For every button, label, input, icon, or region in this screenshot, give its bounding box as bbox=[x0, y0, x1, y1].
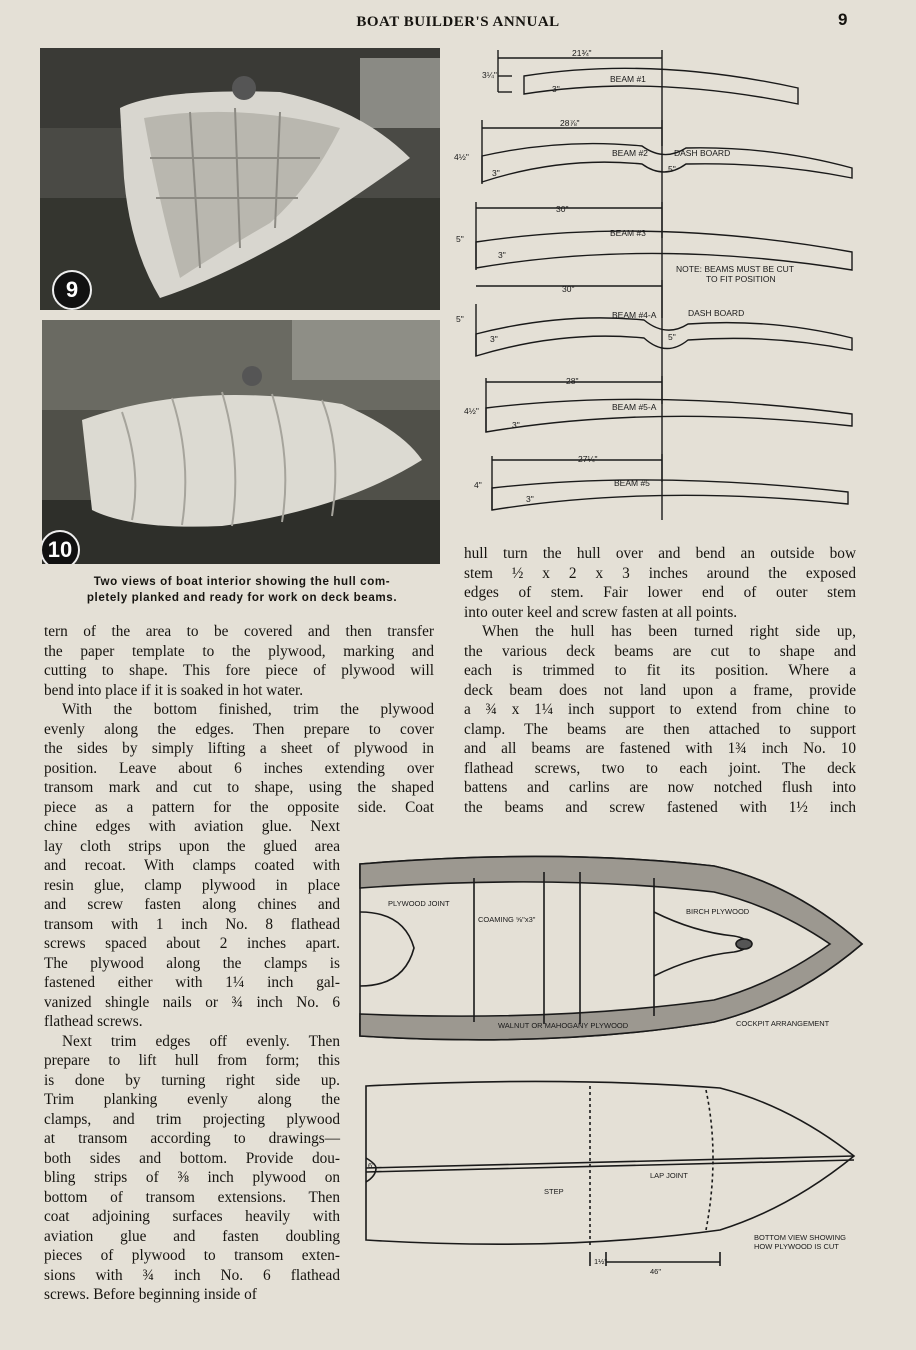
page-number: 9 bbox=[838, 10, 848, 29]
beam-end-label: 3" bbox=[512, 420, 520, 430]
text-line: piece as a pattern for the opposite side. Coat bbox=[44, 798, 434, 816]
text-line: is done by turning right side up. bbox=[44, 1071, 340, 1089]
beam-note-line: TO FIT POSITION bbox=[706, 274, 776, 284]
text-line: transom mark and cut to shape, using the shaped bbox=[44, 779, 434, 796]
text-line: the beams and screw fastened with 1½ inch bbox=[464, 798, 856, 816]
text-line: screws spaced about 2 inches apart. bbox=[44, 935, 340, 952]
dash-board-label: DASH BOARD bbox=[674, 148, 731, 158]
beam-height-label: 4½" bbox=[464, 406, 479, 416]
text-line: position. Leave about 6 inches extending over bbox=[44, 759, 434, 777]
beam-end-label: 3" bbox=[490, 334, 498, 344]
text-line: deck beam does not land upon a frame, provide bbox=[464, 681, 856, 699]
beam-height-label: 5" bbox=[456, 234, 464, 244]
beam-width-label: 28⅞" bbox=[560, 118, 580, 128]
photo-hull-planked-10 bbox=[42, 320, 440, 564]
text-line: clamps, and trim projecting plywood bbox=[44, 1110, 340, 1128]
text-line: bend into place if it is soaked in hot water. bbox=[44, 681, 304, 699]
text-line: The plywood along the clamps is bbox=[44, 954, 340, 972]
text-line: the various deck beams are cut to shape and bbox=[464, 642, 856, 660]
transom-width-label: 6" bbox=[368, 1161, 375, 1170]
dash-depth-label: 5" bbox=[668, 332, 676, 342]
text-line: When the hull has been turned right side up, bbox=[482, 623, 856, 640]
running-head: BOAT BUILDER'S ANNUAL bbox=[356, 14, 560, 30]
text-line: flathead screws, two to each joint. The deck bbox=[464, 759, 856, 777]
paragraph bbox=[464, 544, 856, 622]
text-line: flathead screws. bbox=[44, 1013, 143, 1030]
photo-hull-interior-9 bbox=[40, 48, 440, 310]
dimension-label: 1½" bbox=[594, 1257, 608, 1266]
text-line: and recoat. With clamps coated with bbox=[44, 857, 340, 874]
text-line: battens and carlins are now notched flush into bbox=[464, 779, 856, 796]
beam-end-label: 3" bbox=[526, 494, 534, 504]
text-line: each is trimmed to fit its position. Where a bbox=[464, 662, 856, 679]
text-line: Trim planking evenly along the bbox=[44, 1091, 340, 1108]
text-line: the sides by simply lifting a sheet of plywood in bbox=[44, 740, 434, 757]
bottom-view-title: BOTTOM VIEW SHOWING bbox=[754, 1233, 846, 1242]
beam-height-label: 3¼" bbox=[482, 70, 497, 80]
text-line: stem ½ x 2 x 3 inches around the exposed bbox=[464, 564, 856, 582]
beam-height-label: 4½" bbox=[454, 152, 469, 162]
text-line: and all beams are fastened with 1¾ inch No. 10 bbox=[464, 740, 856, 757]
text-line: edges of stem. Fair lower end of outer stem bbox=[464, 584, 856, 601]
caption-line: pletely planked and ready for work on deck beams. bbox=[86, 591, 398, 604]
text-line: fastened either with 1¼ inch gal- bbox=[44, 974, 340, 991]
cockpit-arrangement-title: COCKPIT ARRANGEMENT bbox=[736, 1019, 830, 1028]
right-text-column bbox=[464, 544, 856, 817]
beam-height-label: 4" bbox=[474, 480, 482, 490]
text-line: tern of the area to be covered and then transfer bbox=[44, 623, 434, 640]
photo-number-badge: 9 bbox=[52, 270, 92, 310]
cockpit-arrangement-diagram bbox=[354, 852, 874, 1048]
beam-label: BEAM #4-A bbox=[612, 310, 657, 320]
dimension-label: 46" bbox=[650, 1267, 662, 1276]
beam-width-label: 28" bbox=[566, 376, 579, 386]
left-text-column bbox=[44, 622, 434, 700]
beam-label: BEAM #3 bbox=[610, 228, 646, 238]
birch-plywood-label: BIRCH PLYWOOD bbox=[686, 907, 750, 916]
text-line: clamp. The beams are then attached to support bbox=[464, 720, 856, 738]
beam-note-line: NOTE: BEAMS MUST BE CUT bbox=[676, 264, 794, 274]
paragraph bbox=[44, 1032, 340, 1305]
deck-beams-diagram bbox=[452, 42, 872, 520]
beam-label: BEAM #5 bbox=[614, 478, 650, 488]
beam-end-label: 3" bbox=[552, 84, 560, 94]
text-line: hull turn the hull over and bend an outside bow bbox=[464, 545, 856, 562]
text-line: Next trim edges off evenly. Then bbox=[62, 1032, 340, 1050]
text-line: into outer keel and screw fasten at all points. bbox=[464, 603, 738, 621]
caption-line: Two views of boat interior showing the hull com- bbox=[93, 575, 391, 588]
beam-width-label: 27¼" bbox=[578, 454, 598, 464]
beam-label: BEAM #2 bbox=[612, 148, 648, 158]
left-text-column-cont bbox=[44, 700, 434, 817]
text-line: and screw fasten along chines and bbox=[44, 896, 340, 913]
dash-board-label: DASH BOARD bbox=[688, 308, 745, 318]
lap-joint-label: LAP JOINT bbox=[650, 1171, 688, 1180]
text-line: both sides and bottom. Provide dou- bbox=[44, 1149, 340, 1167]
text-line: evenly along the edges. Then prepare to cover bbox=[44, 720, 434, 738]
paragraph bbox=[44, 817, 340, 1032]
paragraph bbox=[44, 622, 434, 700]
beam-end-label: 3" bbox=[492, 168, 500, 178]
photo-number-badge: 10 bbox=[42, 530, 80, 564]
beam-height-label: 5" bbox=[456, 314, 464, 324]
text-line: sions with ¾ inch No. 6 flathead bbox=[44, 1266, 340, 1284]
text-line: lay cloth strips upon the glued area bbox=[44, 837, 340, 855]
text-line: cutting to shape. This fore piece of plywood will bbox=[44, 662, 434, 679]
walnut-plywood-label: WALNUT OR MAHOGANY PLYWOOD bbox=[498, 1021, 629, 1030]
paragraph bbox=[464, 622, 856, 817]
beam-width-label: 30" bbox=[556, 204, 569, 214]
text-line: bottom of transom extensions. Then bbox=[44, 1188, 340, 1206]
text-line: aviation glue and fasten doubling bbox=[44, 1227, 340, 1245]
text-line: pieces of plywood to transom exten- bbox=[44, 1247, 340, 1264]
plywood-joint-label: PLYWOOD JOINT bbox=[388, 899, 450, 908]
text-line: With the bottom finished, trim the plywood bbox=[62, 701, 434, 718]
text-line: a ¾ x 1¼ inch support to extend from chine to bbox=[464, 701, 856, 718]
bottom-view-title: HOW PLYWOOD IS CUT bbox=[754, 1242, 839, 1251]
text-line: vanized shingle nails or ¾ inch No. 6 bbox=[44, 993, 340, 1011]
paragraph bbox=[44, 700, 434, 817]
beam-label: BEAM #1 bbox=[610, 74, 646, 84]
beam-label: BEAM #5-A bbox=[612, 402, 657, 412]
beam-width-label: 21¾" bbox=[572, 48, 592, 58]
beam-width-label: 30" bbox=[562, 284, 575, 294]
text-line: resin glue, clamp plywood in place bbox=[44, 876, 340, 894]
text-line: prepare to lift hull from form; this bbox=[44, 1052, 340, 1069]
beam-end-label: 3" bbox=[498, 250, 506, 260]
bottom-view-diagram bbox=[360, 1076, 880, 1276]
step-label: STEP bbox=[544, 1187, 564, 1196]
dash-depth-label: 5" bbox=[668, 164, 676, 174]
left-narrow-column bbox=[44, 817, 340, 1305]
text-line: bling strips of ⅜ inch plywood on bbox=[44, 1169, 340, 1186]
text-line: transom with 1 inch No. 8 flathead bbox=[44, 915, 340, 933]
text-line: screws. Before beginning inside of bbox=[44, 1286, 257, 1303]
text-line: at transom according to drawings— bbox=[44, 1130, 340, 1147]
text-line: the paper template to the plywood, marking and bbox=[44, 642, 434, 660]
text-line: chine edges with aviation glue. Next bbox=[44, 818, 340, 835]
text-line: coat adjoining surfaces heavily with bbox=[44, 1208, 340, 1225]
coaming-label: COAMING ⅝"x3" bbox=[478, 915, 536, 924]
photo-caption bbox=[44, 574, 440, 606]
